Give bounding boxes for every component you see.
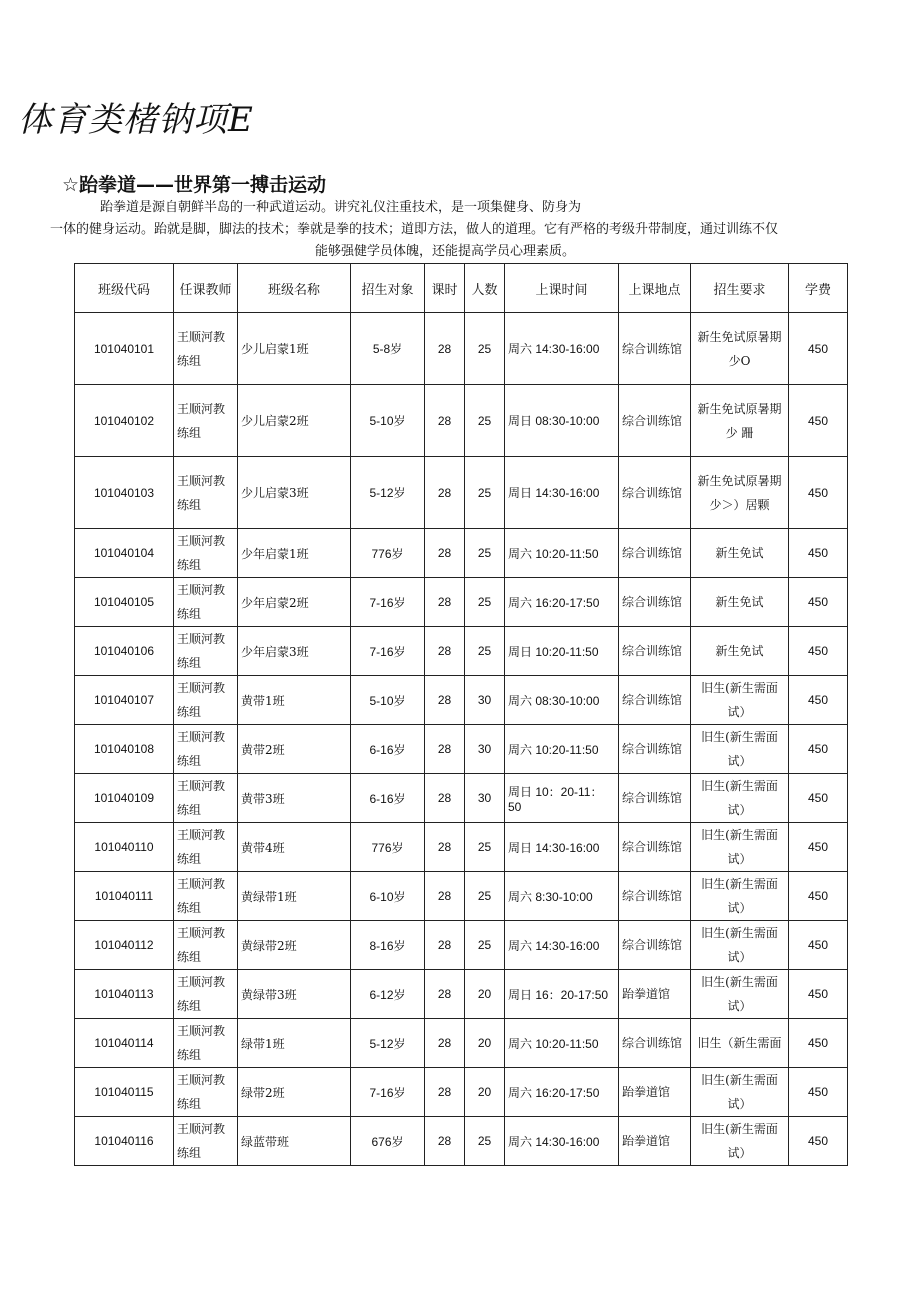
location-cell: 综合训练馆 (619, 872, 691, 921)
class-name-cell: 少儿启蒙1班 (238, 313, 351, 385)
section-title: ☆跆拳道——世界第一搏击运动 (62, 174, 327, 196)
table-row (75, 872, 848, 921)
teacher-cell: 王顺河教练组 (174, 1117, 238, 1166)
location-cell: 综合训练馆 (619, 457, 691, 529)
count-cell: 25 (465, 529, 505, 578)
table-row (75, 823, 848, 872)
time-cell: 周六 10:20-11:50 (505, 1019, 619, 1068)
count-cell: 20 (465, 970, 505, 1019)
location-cell: 综合训练馆 (619, 676, 691, 725)
header-cell: 班级代码 (75, 264, 174, 313)
time-cell: 周日 08:30-10:00 (505, 385, 619, 457)
time-cell: 周六 10:20-11:50 (505, 529, 619, 578)
intro-line-1: 跆拳道是源自朝鲜半岛的一种武道运动。讲究礼仪注重技术，是一项集健身、防身为 (100, 200, 582, 215)
class-name-cell: 少儿启蒙2班 (238, 385, 351, 457)
teacher-cell: 王顺河教练组 (174, 1019, 238, 1068)
location-cell: 综合训练馆 (619, 921, 691, 970)
class-name-cell: 绿带1班 (238, 1019, 351, 1068)
requirement-cell: 旧生(新生需面试） (691, 921, 789, 970)
class-schedule-table (74, 263, 848, 1166)
header-cell: 招生对象 (351, 264, 425, 313)
table-row (75, 627, 848, 676)
count-cell: 20 (465, 1068, 505, 1117)
count-cell: 30 (465, 774, 505, 823)
requirement-cell: 旧生(新生需面试） (691, 1068, 789, 1117)
class-name-cell: 黄绿带2班 (238, 921, 351, 970)
fee-cell: 450 (789, 725, 848, 774)
requirement-cell: 新生免试原暑期少O (691, 313, 789, 385)
age-cell: 6-10岁 (351, 872, 425, 921)
age-cell: 676岁 (351, 1117, 425, 1166)
age-cell: 5-8岁 (351, 313, 425, 385)
requirement-cell: 新生免试原暑期少＞）居颗 (691, 457, 789, 529)
age-cell: 776岁 (351, 823, 425, 872)
hours-cell: 28 (425, 627, 465, 676)
hours-cell: 28 (425, 774, 465, 823)
class-name-cell: 少年启蒙2班 (238, 578, 351, 627)
age-cell: 6-12岁 (351, 970, 425, 1019)
teacher-cell: 王顺河教练组 (174, 823, 238, 872)
requirement-cell: 新生免试 (691, 529, 789, 578)
age-cell: 7-16岁 (351, 627, 425, 676)
fee-cell: 450 (789, 872, 848, 921)
table-row (75, 774, 848, 823)
requirement-cell: 旧生(新生需面试） (691, 1117, 789, 1166)
count-cell: 25 (465, 1117, 505, 1166)
fee-cell: 450 (789, 921, 848, 970)
hours-cell: 28 (425, 1019, 465, 1068)
table-row (75, 1117, 848, 1166)
count-cell: 25 (465, 313, 505, 385)
class-code-cell: 101040114 (75, 1019, 174, 1068)
table-header-row (75, 264, 848, 313)
age-cell: 5-12岁 (351, 1019, 425, 1068)
time-cell: 周六 8:30-10:00 (505, 872, 619, 921)
class-code-cell: 101040116 (75, 1117, 174, 1166)
table-row (75, 970, 848, 1019)
count-cell: 25 (465, 823, 505, 872)
age-cell: 6-16岁 (351, 774, 425, 823)
count-cell: 25 (465, 385, 505, 457)
class-code-cell: 101040105 (75, 578, 174, 627)
time-cell: 周日 10:20-11:50 (505, 627, 619, 676)
header-cell: 人数 (465, 264, 505, 313)
count-cell: 25 (465, 578, 505, 627)
class-code-cell: 101040112 (75, 921, 174, 970)
intro-line-2: 一体的健身运动。跆就是脚，脚法的技术；拳就是拳的技术；道即方法，做人的道理。它有严格的考级升带制度，通过训练不仅 (50, 222, 779, 237)
age-cell: 7-16岁 (351, 1068, 425, 1117)
requirement-cell: 旧生（新生需面 (691, 1019, 789, 1068)
teacher-cell: 王顺河教练组 (174, 774, 238, 823)
age-cell: 5-10岁 (351, 676, 425, 725)
table-row (75, 529, 848, 578)
teacher-cell: 王顺河教练组 (174, 1068, 238, 1117)
fee-cell: 450 (789, 385, 848, 457)
hours-cell: 28 (425, 313, 465, 385)
location-cell: 综合训练馆 (619, 774, 691, 823)
table-row (75, 1068, 848, 1117)
hours-cell: 28 (425, 529, 465, 578)
table-row (75, 676, 848, 725)
age-cell: 7-16岁 (351, 578, 425, 627)
fee-cell: 450 (789, 970, 848, 1019)
table-row (75, 921, 848, 970)
fee-cell: 450 (789, 529, 848, 578)
class-name-cell: 黄带3班 (238, 774, 351, 823)
fee-cell: 450 (789, 578, 848, 627)
location-cell: 跆拳道馆 (619, 970, 691, 1019)
header-cell: 招生要求 (691, 264, 789, 313)
hours-cell: 28 (425, 970, 465, 1019)
requirement-cell: 旧生(新生需面试） (691, 725, 789, 774)
header-cell: 上课时间 (505, 264, 619, 313)
teacher-cell: 王顺河教练组 (174, 457, 238, 529)
table-row (75, 313, 848, 385)
time-cell: 周六 16:20-17:50 (505, 1068, 619, 1117)
age-cell: 776岁 (351, 529, 425, 578)
location-cell: 综合训练馆 (619, 1019, 691, 1068)
header-cell: 上课地点 (619, 264, 691, 313)
fee-cell: 450 (789, 457, 848, 529)
time-cell: 周六 14:30-16:00 (505, 313, 619, 385)
fee-cell: 450 (789, 676, 848, 725)
teacher-cell: 王顺河教练组 (174, 627, 238, 676)
count-cell: 25 (465, 627, 505, 676)
fee-cell: 450 (789, 823, 848, 872)
requirement-cell: 旧生(新生需面试） (691, 872, 789, 921)
requirement-cell: 旧生(新生需面试） (691, 774, 789, 823)
age-cell: 6-16岁 (351, 725, 425, 774)
location-cell: 跆拳道馆 (619, 1117, 691, 1166)
class-name-cell: 少儿启蒙3班 (238, 457, 351, 529)
table-row (75, 1019, 848, 1068)
class-code-cell: 101040115 (75, 1068, 174, 1117)
requirement-cell: 新生免试 (691, 578, 789, 627)
count-cell: 25 (465, 457, 505, 529)
hours-cell: 28 (425, 578, 465, 627)
class-code-cell: 101040101 (75, 313, 174, 385)
class-name-cell: 黄绿带3班 (238, 970, 351, 1019)
location-cell: 综合训练馆 (619, 313, 691, 385)
hours-cell: 28 (425, 457, 465, 529)
teacher-cell: 王顺河教练组 (174, 313, 238, 385)
class-name-cell: 少年启蒙3班 (238, 627, 351, 676)
location-cell: 综合训练馆 (619, 578, 691, 627)
count-cell: 25 (465, 872, 505, 921)
hours-cell: 28 (425, 1068, 465, 1117)
time-cell: 周日 16：20-17:50 (505, 970, 619, 1019)
hours-cell: 28 (425, 725, 465, 774)
location-cell: 综合训练馆 (619, 627, 691, 676)
class-name-cell: 绿蓝带班 (238, 1117, 351, 1166)
class-code-cell: 101040107 (75, 676, 174, 725)
count-cell: 30 (465, 676, 505, 725)
location-cell: 综合训练馆 (619, 725, 691, 774)
class-code-cell: 101040109 (75, 774, 174, 823)
teacher-cell: 王顺河教练组 (174, 725, 238, 774)
requirement-cell: 新生免试原暑期少 跚 (691, 385, 789, 457)
time-cell: 周六 14:30-16:00 (505, 1117, 619, 1166)
hours-cell: 28 (425, 676, 465, 725)
class-code-cell: 101040104 (75, 529, 174, 578)
requirement-cell: 旧生(新生需面试） (691, 823, 789, 872)
class-name-cell: 绿带2班 (238, 1068, 351, 1117)
location-cell: 综合训练馆 (619, 385, 691, 457)
teacher-cell: 王顺河教练组 (174, 970, 238, 1019)
age-cell: 8-16岁 (351, 921, 425, 970)
count-cell: 20 (465, 1019, 505, 1068)
hours-cell: 28 (425, 385, 465, 457)
requirement-cell: 旧生(新生需面试） (691, 970, 789, 1019)
teacher-cell: 王顺河教练组 (174, 676, 238, 725)
table-row (75, 578, 848, 627)
table-row (75, 385, 848, 457)
fee-cell: 450 (789, 1019, 848, 1068)
header-cell: 班级名称 (238, 264, 351, 313)
teacher-cell: 王顺河教练组 (174, 385, 238, 457)
table-row (75, 457, 848, 529)
teacher-cell: 王顺河教练组 (174, 921, 238, 970)
requirement-cell: 新生免试 (691, 627, 789, 676)
header-cell: 任课教师 (174, 264, 238, 313)
teacher-cell: 王顺河教练组 (174, 872, 238, 921)
time-cell: 周六 16:20-17:50 (505, 578, 619, 627)
class-code-cell: 101040111 (75, 872, 174, 921)
table-row (75, 725, 848, 774)
time-cell: 周日 10：20-11：50 (505, 774, 619, 823)
class-code-cell: 101040113 (75, 970, 174, 1019)
header-cell: 课时 (425, 264, 465, 313)
count-cell: 30 (465, 725, 505, 774)
hours-cell: 28 (425, 1117, 465, 1166)
age-cell: 5-10岁 (351, 385, 425, 457)
class-code-cell: 101040106 (75, 627, 174, 676)
header-cell: 学费 (789, 264, 848, 313)
class-code-cell: 101040103 (75, 457, 174, 529)
fee-cell: 450 (789, 1117, 848, 1166)
fee-cell: 450 (789, 313, 848, 385)
hours-cell: 28 (425, 921, 465, 970)
class-code-cell: 101040110 (75, 823, 174, 872)
intro-line-3: 能够强健学员体魄，还能提高学员心理素质。 (315, 244, 576, 259)
page-title: 体育类楮钠项E (18, 100, 254, 140)
time-cell: 周日 14:30-16:00 (505, 823, 619, 872)
time-cell: 周六 14:30-16:00 (505, 921, 619, 970)
count-cell: 25 (465, 921, 505, 970)
hours-cell: 28 (425, 872, 465, 921)
location-cell: 综合训练馆 (619, 529, 691, 578)
teacher-cell: 王顺河教练组 (174, 529, 238, 578)
time-cell: 周六 10:20-11:50 (505, 725, 619, 774)
fee-cell: 450 (789, 1068, 848, 1117)
teacher-cell: 王顺河教练组 (174, 578, 238, 627)
location-cell: 跆拳道馆 (619, 1068, 691, 1117)
class-name-cell: 少年启蒙1班 (238, 529, 351, 578)
class-code-cell: 101040102 (75, 385, 174, 457)
time-cell: 周六 08:30-10:00 (505, 676, 619, 725)
location-cell: 综合训练馆 (619, 823, 691, 872)
fee-cell: 450 (789, 774, 848, 823)
class-name-cell: 黄带1班 (238, 676, 351, 725)
fee-cell: 450 (789, 627, 848, 676)
class-name-cell: 黄带2班 (238, 725, 351, 774)
age-cell: 5-12岁 (351, 457, 425, 529)
class-code-cell: 101040108 (75, 725, 174, 774)
hours-cell: 28 (425, 823, 465, 872)
requirement-cell: 旧生(新生需面试） (691, 676, 789, 725)
class-name-cell: 黄带4班 (238, 823, 351, 872)
class-name-cell: 黄绿带1班 (238, 872, 351, 921)
intro-paragraph (40, 197, 890, 263)
table-body (75, 313, 848, 1166)
time-cell: 周日 14:30-16:00 (505, 457, 619, 529)
